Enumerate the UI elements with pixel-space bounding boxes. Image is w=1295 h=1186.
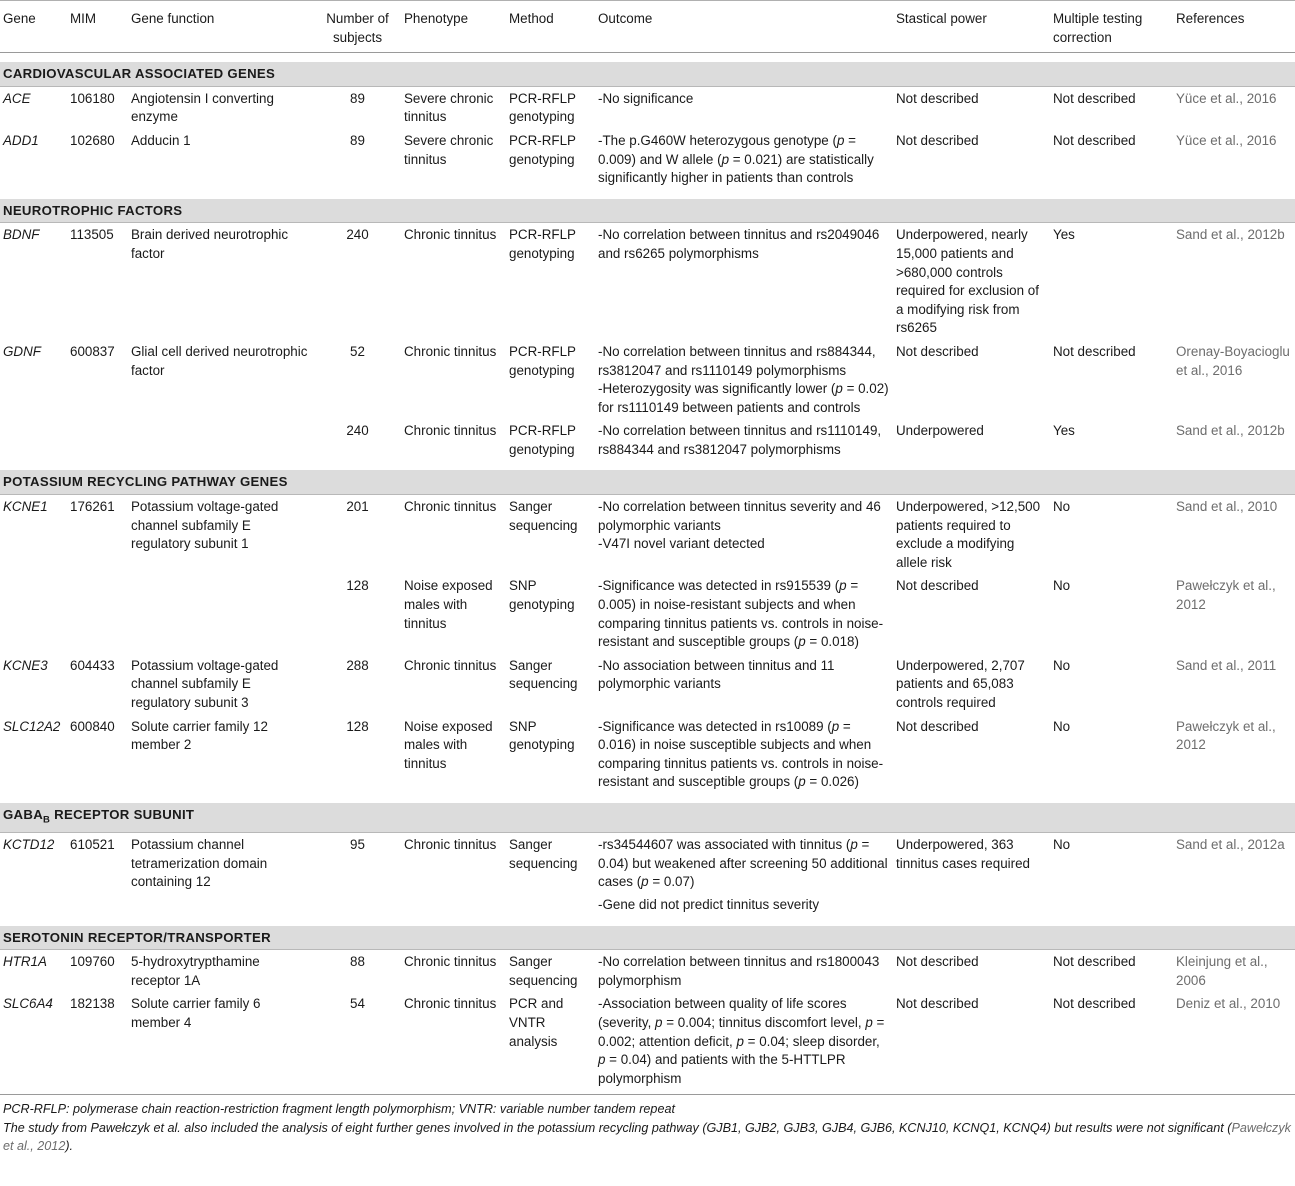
section-title-main: GABA xyxy=(3,806,44,822)
subjects-cell: 89 xyxy=(350,132,365,148)
mim-cell: 109760 xyxy=(70,954,115,970)
subjects-cell: 88 xyxy=(350,954,365,970)
mim-cell xyxy=(67,419,128,461)
gene-function-cell: Angiotensin I converting enzyme xyxy=(131,90,274,125)
outcome-cell xyxy=(595,419,893,461)
gene-function-cell: Solute carrier family 6 member 4 xyxy=(131,996,261,1030)
section-title-subscript: B xyxy=(43,814,51,826)
mim-cell: 106180 xyxy=(70,90,115,106)
table-row xyxy=(0,86,1295,129)
section-header-row xyxy=(0,926,1295,950)
statistical-power-cell: Not described xyxy=(896,578,979,594)
statistical-power-cell: Underpowered, 363 tinnitus cases required xyxy=(896,837,1030,871)
reference-link[interactable]: Kleinjung et al., 2006 xyxy=(1176,954,1268,988)
correction-cell: No xyxy=(1053,837,1071,853)
outcome-line: -No significance xyxy=(598,90,694,106)
outcome-cell xyxy=(595,950,893,993)
statistical-power-cell: Underpowered, >12,500 patients required to exclude a modifying allele risk xyxy=(896,499,1041,570)
method-cell: Sanger sequencing xyxy=(509,837,578,871)
reference-link[interactable]: Pawełczyk et al., 2012 xyxy=(1176,718,1276,753)
method-cell: Sanger sequencing xyxy=(509,499,578,533)
section-title xyxy=(0,803,1295,833)
outcome-cell xyxy=(595,495,893,575)
p-value-symbol: p xyxy=(835,381,843,397)
outcome-cell xyxy=(595,654,893,715)
phenotype-cell: Chronic tinnitus xyxy=(404,657,497,673)
footnote-reference-link[interactable]: Pawełczyk et al., 2012 xyxy=(3,1120,1291,1153)
outcome-line: -No correlation between tinnitus and rs2049046 and rs6265 polymorphisms xyxy=(598,227,880,261)
outcome-line: -No correlation between tinnitus and rs1800043 polymorphism xyxy=(598,954,880,988)
outcome-cell xyxy=(595,574,893,653)
reference-link[interactable]: Sand et al., 2012b xyxy=(1176,423,1285,439)
outcome-line: -Association between quality of life scores (severity, p = 0.004; tinnitus discomfort level, p = 0.002; attention deficit, p = 0.04; sleep disorder, p = 0.04) and patients with the 5-HTTLPR polymorphism xyxy=(598,996,885,1086)
subjects-cell: 240 xyxy=(346,227,369,243)
phenotype-cell: Chronic tinnitus xyxy=(404,499,497,515)
section-title: SEROTONIN RECEPTOR/TRANSPORTER xyxy=(0,926,1295,950)
table-row xyxy=(0,715,1295,794)
table-row xyxy=(0,419,1295,461)
outcome-line: -Significance was detected in rs10089 (p = 0.016) in noise susceptible subjects and when comparing tinnitus patients vs. controls in noise-resistant and susceptible groups (p = 0.026) xyxy=(598,718,884,790)
p-value-symbol: p xyxy=(850,837,858,853)
gene-cell: SLC6A4 xyxy=(3,996,53,1012)
gene-cell: KCTD12 xyxy=(3,837,55,853)
mim-cell: 600840 xyxy=(70,718,115,734)
outcome-cell xyxy=(595,223,893,340)
gene-function-cell: Solute carrier family 12 member 2 xyxy=(131,718,268,753)
phenotype-cell: Chronic tinnitus xyxy=(404,996,497,1012)
mim-cell: 102680 xyxy=(70,132,115,148)
header-statistical-power: Stastical power xyxy=(893,1,1050,53)
gene-cell: GDNF xyxy=(3,343,41,359)
statistical-power-cell: Underpowered, nearly 15,000 patients and >680,000 controls required for exclusion of a modifying risk from rs6265 xyxy=(896,227,1039,336)
outcome-line: -Heterozygosity was significantly lower (p = 0.02) for rs1110149 between patients and controls xyxy=(598,381,889,415)
method-cell: PCR and VNTR analysis xyxy=(509,996,564,1049)
phenotype-cell: Severe chronic tinnitus xyxy=(404,132,494,167)
reference-link[interactable]: Sand et al., 2012b xyxy=(1176,227,1285,243)
outcome-line: -The p.G460W heterozygous genotype (p = 0.009) and W allele (p = 0.021) are statistically significantly higher in patients than controls xyxy=(598,132,874,186)
subjects-cell: 128 xyxy=(346,718,369,734)
subjects-cell: 201 xyxy=(346,499,369,515)
phenotype-cell: Noise exposed males with tinnitus xyxy=(404,718,493,771)
correction-cell: No xyxy=(1053,499,1071,515)
p-value-symbol: p xyxy=(598,1052,606,1068)
spacer-cell xyxy=(0,461,1295,470)
p-value-symbol: p xyxy=(798,634,806,650)
phenotype-cell: Severe chronic tinnitus xyxy=(404,90,494,125)
table-row xyxy=(0,950,1295,993)
mim-cell: 604433 xyxy=(70,657,115,673)
outcome-line: -Gene did not predict tinnitus severity xyxy=(598,896,820,912)
section-header-row xyxy=(0,470,1295,494)
reference-link[interactable]: Deniz et al., 2010 xyxy=(1176,996,1281,1012)
section-header-row xyxy=(0,62,1295,86)
correction-cell: Not described xyxy=(1053,954,1136,970)
outcome-line: -No association between tinnitus and 11 polymorphic variants xyxy=(598,657,835,692)
correction-cell: Yes xyxy=(1053,227,1075,243)
subjects-cell: 288 xyxy=(346,657,369,673)
subjects-cell: 89 xyxy=(350,90,365,106)
gene-cell: SLC12A2 xyxy=(3,718,61,734)
spacer-cell xyxy=(0,190,1295,199)
section-spacer xyxy=(0,190,1295,199)
method-cell: Sanger sequencing xyxy=(509,657,578,692)
subjects-cell: 52 xyxy=(350,343,365,359)
section-spacer xyxy=(0,917,1295,926)
outcome-line: -No correlation between tinnitus severity and 46 polymorphic variants xyxy=(598,499,881,533)
gene-function-cell: 5-hydroxytrypthamine receptor 1A xyxy=(131,954,260,988)
p-value-symbol: p xyxy=(865,1014,873,1030)
phenotype-cell: Chronic tinnitus xyxy=(404,954,497,970)
outcome-cell xyxy=(595,715,893,794)
method-cell: PCR-RFLP genotyping xyxy=(509,132,576,167)
gene-function-cell: Potassium channel tetramerization domain containing 12 xyxy=(131,837,268,890)
correction-cell: Not described xyxy=(1053,343,1136,359)
gene-function-cell xyxy=(128,574,314,653)
spacer-cell xyxy=(0,794,1295,803)
reference-link[interactable]: Sand et al., 2010 xyxy=(1176,499,1278,515)
gene-cell: ACE xyxy=(3,90,31,106)
header-references: References xyxy=(1173,1,1295,53)
reference-link[interactable]: Orenay-Boyacioglu et al., 2016 xyxy=(1176,343,1290,378)
method-cell: PCR-RFLP genotyping xyxy=(509,423,576,457)
statistical-power-cell: Not described xyxy=(896,954,979,970)
p-value-symbol: p xyxy=(641,874,649,890)
outcome-cell xyxy=(595,833,893,917)
section-title: NEUROTROPHIC FACTORS xyxy=(0,199,1295,223)
footnote-note-end: ). xyxy=(65,1139,74,1153)
phenotype-cell: Chronic tinnitus xyxy=(404,343,497,359)
outcome-cell xyxy=(595,129,893,190)
spacer-cell xyxy=(0,917,1295,926)
p-value-symbol: p xyxy=(798,774,806,790)
correction-cell: No xyxy=(1053,718,1071,734)
correction-cell: Not described xyxy=(1053,132,1136,148)
p-value-symbol: p xyxy=(655,1014,663,1030)
section-spacer xyxy=(0,53,1295,63)
method-cell: PCR-RFLP genotyping xyxy=(509,343,576,378)
subjects-cell: 128 xyxy=(346,578,369,594)
outcome-line: -No correlation between tinnitus and rs884344, rs3812047 and rs1110149 polymorphisms xyxy=(598,343,876,378)
p-value-symbol: p xyxy=(839,578,847,594)
statistical-power-cell: Not described xyxy=(896,343,979,359)
header-method: Method xyxy=(506,1,595,53)
table-row xyxy=(0,495,1295,575)
method-cell: SNP genotyping xyxy=(509,578,575,613)
table-bottom-rule xyxy=(0,1094,1295,1095)
header-number-of-subjects: Number of subjects xyxy=(314,1,401,53)
section-header-row xyxy=(0,199,1295,223)
header-mim: MIM xyxy=(67,1,128,53)
correction-cell: Not described xyxy=(1053,90,1136,106)
gene-cell: BDNF xyxy=(3,227,40,243)
gene-function-cell xyxy=(128,419,314,461)
header-multiple-testing-correction: Multiple testing correction xyxy=(1050,1,1173,53)
header-row xyxy=(0,1,1295,53)
phenotype-cell: Noise exposed males with tinnitus xyxy=(404,578,493,631)
reference-link[interactable]: Pawełczyk et al., 2012 xyxy=(1176,578,1276,613)
mim-cell: 182138 xyxy=(70,996,115,1012)
outcome-line: -rs34544607 was associated with tinnitus (p = 0.04) but weakened after screening 50 additional cases (p = 0.07) xyxy=(598,837,888,890)
gene-cell: ADD1 xyxy=(3,132,39,148)
table-row xyxy=(0,223,1295,340)
subjects-cell: 240 xyxy=(346,423,369,439)
correction-cell: No xyxy=(1053,657,1071,673)
spacer-cell xyxy=(0,53,1295,63)
table-row xyxy=(0,992,1295,1090)
table-row xyxy=(0,574,1295,653)
phenotype-cell: Chronic tinnitus xyxy=(404,227,497,243)
statistical-power-cell: Underpowered xyxy=(896,423,984,439)
gene-cell: KCNE1 xyxy=(3,499,48,515)
outcome-line: -V47I novel variant detected xyxy=(598,536,765,552)
header-phenotype: Phenotype xyxy=(401,1,506,53)
correction-cell: Yes xyxy=(1053,423,1075,439)
table-row xyxy=(0,129,1295,190)
correction-cell: No xyxy=(1053,578,1071,594)
table-row xyxy=(0,340,1295,419)
gene-function-cell: Potassium voltage-gated channel subfamily E regulatory subunit 1 xyxy=(131,499,279,552)
outcome-cell xyxy=(595,340,893,419)
method-cell: PCR-RFLP genotyping xyxy=(509,227,576,261)
gene-function-cell: Brain derived neurotrophic factor xyxy=(131,227,289,261)
statistical-power-cell: Not described xyxy=(896,996,979,1012)
mim-cell: 176261 xyxy=(70,499,115,515)
section-header-row xyxy=(0,803,1295,833)
method-cell: PCR-RFLP genotyping xyxy=(509,90,576,125)
section-title: CARDIOVASCULAR ASSOCIATED GENES xyxy=(0,62,1295,86)
phenotype-cell: Chronic tinnitus xyxy=(404,423,497,439)
statistical-power-cell: Not described xyxy=(896,132,979,148)
table-body xyxy=(0,53,1295,1091)
header-gene: Gene xyxy=(0,1,67,53)
reference-link[interactable]: Sand et al., 2012a xyxy=(1176,837,1285,853)
mim-cell xyxy=(67,574,128,653)
mim-cell: 600837 xyxy=(70,343,115,359)
footnote-note xyxy=(3,1119,1293,1156)
outcome-cell xyxy=(595,86,893,129)
p-value-symbol: p xyxy=(721,151,730,167)
gene-cell xyxy=(0,574,67,653)
header-outcome: Outcome xyxy=(595,1,893,53)
method-cell: Sanger sequencing xyxy=(509,954,578,988)
reference-link[interactable]: Yüce et al., 2016 xyxy=(1176,132,1277,148)
gene-function-cell: Glial cell derived neurotrophic factor xyxy=(131,343,308,378)
header-gene-function: Gene function xyxy=(128,1,314,53)
table-row xyxy=(0,833,1295,917)
subjects-cell: 54 xyxy=(350,996,365,1012)
gene-cell xyxy=(0,419,67,461)
method-cell: SNP genotyping xyxy=(509,718,575,753)
subjects-cell: 95 xyxy=(350,837,365,853)
table-row xyxy=(0,654,1295,715)
footnotes xyxy=(3,1100,1293,1156)
footnote-abbreviations: PCR-RFLP: polymerase chain reaction-restriction fragment length polymorphism; VNTR: variable number tandem repeat xyxy=(3,1102,675,1116)
mim-cell: 610521 xyxy=(70,837,115,853)
gene-function-cell: Adducin 1 xyxy=(131,132,191,148)
p-value-symbol: p xyxy=(836,132,845,148)
outcome-cell xyxy=(595,992,893,1090)
reference-link[interactable]: Sand et al., 2011 xyxy=(1176,657,1277,673)
gene-function-cell: Potassium voltage-gated channel subfamily E regulatory subunit 3 xyxy=(131,657,279,710)
statistical-power-cell: Not described xyxy=(896,90,979,106)
phenotype-cell: Chronic tinnitus xyxy=(404,837,497,853)
statistical-power-cell: Not described xyxy=(896,718,979,734)
section-title-rest: RECEPTOR SUBUNIT xyxy=(50,806,195,822)
outcome-line: -Significance was detected in rs915539 (p = 0.005) in noise-resistant subjects and when comparing tinnitus patients vs. controls in noise-resistant and susceptible groups (p = 0.018) xyxy=(598,578,884,650)
reference-link[interactable]: Yüce et al., 2016 xyxy=(1176,90,1277,106)
section-spacer xyxy=(0,794,1295,803)
gene-cell: HTR1A xyxy=(3,954,47,970)
p-value-symbol: p xyxy=(831,718,840,734)
gene-cell: KCNE3 xyxy=(3,657,48,673)
mim-cell: 113505 xyxy=(70,227,114,243)
section-title: POTASSIUM RECYCLING PATHWAY GENES xyxy=(0,470,1295,494)
footnote-note-text: The study from Pawełczyk et al. also included the analysis of eight further genes involved in the potassium recycling pathway (GJB1, GJB2, GJB3, GJB4, GJB6, KCNJ10, KCNQ1, KCNQ4) but results were not significant ( xyxy=(3,1120,1232,1135)
section-spacer xyxy=(0,461,1295,470)
p-value-symbol: p xyxy=(736,1033,744,1049)
correction-cell: Not described xyxy=(1053,996,1136,1012)
statistical-power-cell: Underpowered, 2,707 patients and 65,083 controls required xyxy=(896,657,1025,710)
outcome-line: -No correlation between tinnitus and rs1110149, rs884344 and rs3812047 polymorphisms xyxy=(598,423,882,457)
